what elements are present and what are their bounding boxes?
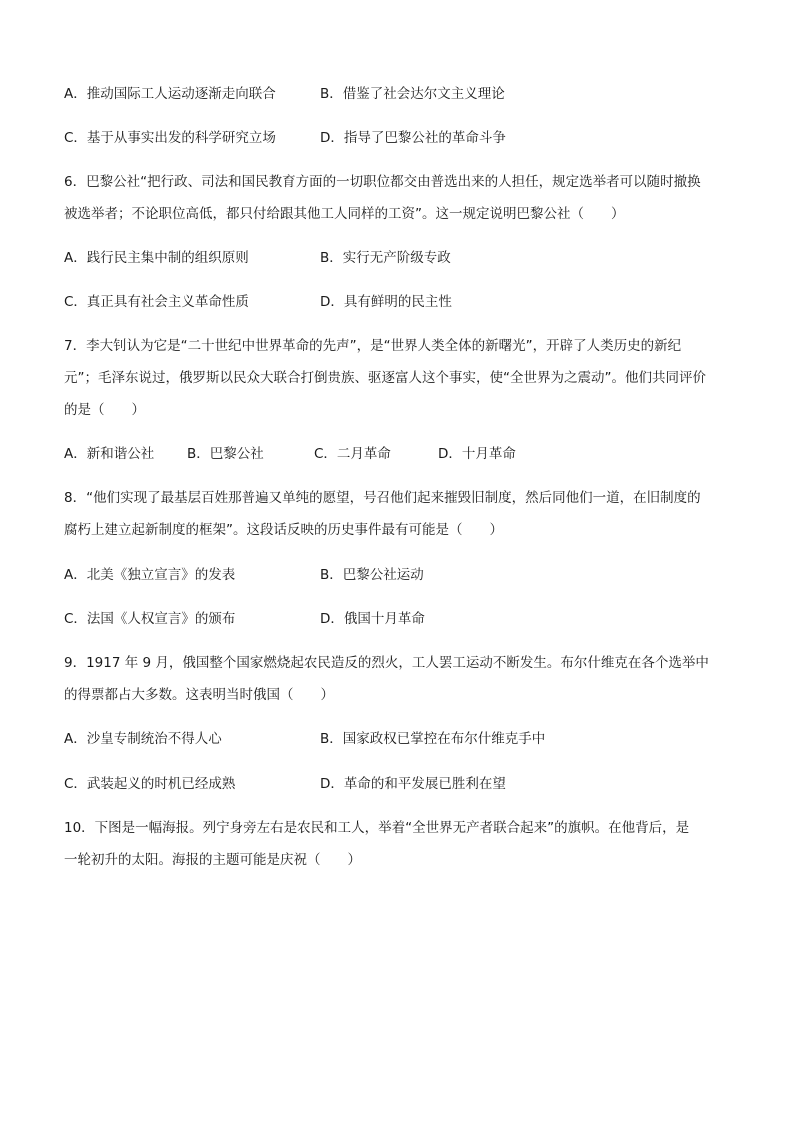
q7-stem-line-2: 元”；毛泽东说过，俄罗斯以民众大联合打倒贵族、驱逐富人这个事实，使“全世界为之震动”。他们共同评价 — [64, 370, 706, 386]
q5-option-c: C．基于从事实出发的科学研究立场 — [64, 130, 276, 146]
q6-option-a: A．践行民主集中制的组织原则 — [64, 250, 249, 266]
q8-option-c: C．法国《人权宣言》的颁布 — [64, 611, 236, 627]
q6-option-b: B．实行无产阶级专政 — [320, 250, 451, 266]
q6-option-c: C．真正具有社会主义革命性质 — [64, 294, 249, 310]
q6-option-d: D．具有鲜明的民主性 — [320, 294, 452, 310]
q7-option-d: D．十月革命 — [438, 446, 516, 462]
q9-option-a: A．沙皇专制统治不得人心 — [64, 731, 222, 747]
q7-stem-line-1: 7．李大钊认为它是“二十世纪中世界革命的先声”，是“世界人类全体的新曙光”，开辟了人类历史的新纪 — [64, 338, 682, 354]
q9-stem-line-1: 9．1917 年 9 月，俄国整个国家燃烧起农民造反的烈火，工人罢工运动不断发生。布尔什维克在各个选举中 — [64, 655, 709, 671]
q7-option-a: A．新和谐公社 — [64, 446, 155, 462]
q10-stem-line-1: 10．下图是一幅海报。列宁身旁左右是农民和工人，举着“全世界无产者联合起来”的旗帜。在他背后，是 — [64, 820, 690, 836]
q8-option-a: A．北美《独立宣言》的发表 — [64, 567, 236, 583]
q7-option-c: C．二月革命 — [314, 446, 391, 462]
q8-option-b: B．巴黎公社运动 — [320, 567, 424, 583]
q7-stem-line-3: 的是（ ） — [64, 402, 145, 418]
q8-stem-line-2: 腐朽上建立起新制度的框架”。这段话反映的历史事件最有可能是（ ） — [64, 522, 503, 538]
q5-option-d: D．指导了巴黎公社的革命斗争 — [320, 130, 506, 146]
q7-option-b: B．巴黎公社 — [187, 446, 264, 462]
q5-option-b: B．借鉴了社会达尔文主义理论 — [320, 86, 505, 102]
q6-stem-line-1: 6．巴黎公社“把行政、司法和国民教育方面的一切职位都交由普选出来的人担任，规定选举者可以随时撤换 — [64, 174, 701, 190]
q9-option-b: B．国家政权已掌控在布尔什维克手中 — [320, 731, 546, 747]
q9-stem-line-2: 的得票都占大多数。这表明当时俄国（ ） — [64, 687, 334, 703]
q8-stem-line-1: 8．“他们实现了最基层百姓那普遍又单纯的愿望，号召他们起来摧毁旧制度，然后同他们一道，在旧制度的 — [64, 490, 701, 506]
q5-option-a: A．推动国际工人运动逐渐走向联合 — [64, 86, 276, 102]
q6-stem-line-2: 被选举者；不论职位高低，都只付给跟其他工人同样的工资”。这一规定说明巴黎公社（ ） — [64, 206, 625, 222]
q10-stem-line-2: 一轮初升的太阳。海报的主题可能是庆祝（ ） — [64, 852, 361, 868]
q9-option-d: D．革命的和平发展已胜利在望 — [320, 776, 506, 792]
q8-option-d: D．俄国十月革命 — [320, 611, 425, 627]
q9-option-c: C．武装起义的时机已经成熟 — [64, 776, 236, 792]
